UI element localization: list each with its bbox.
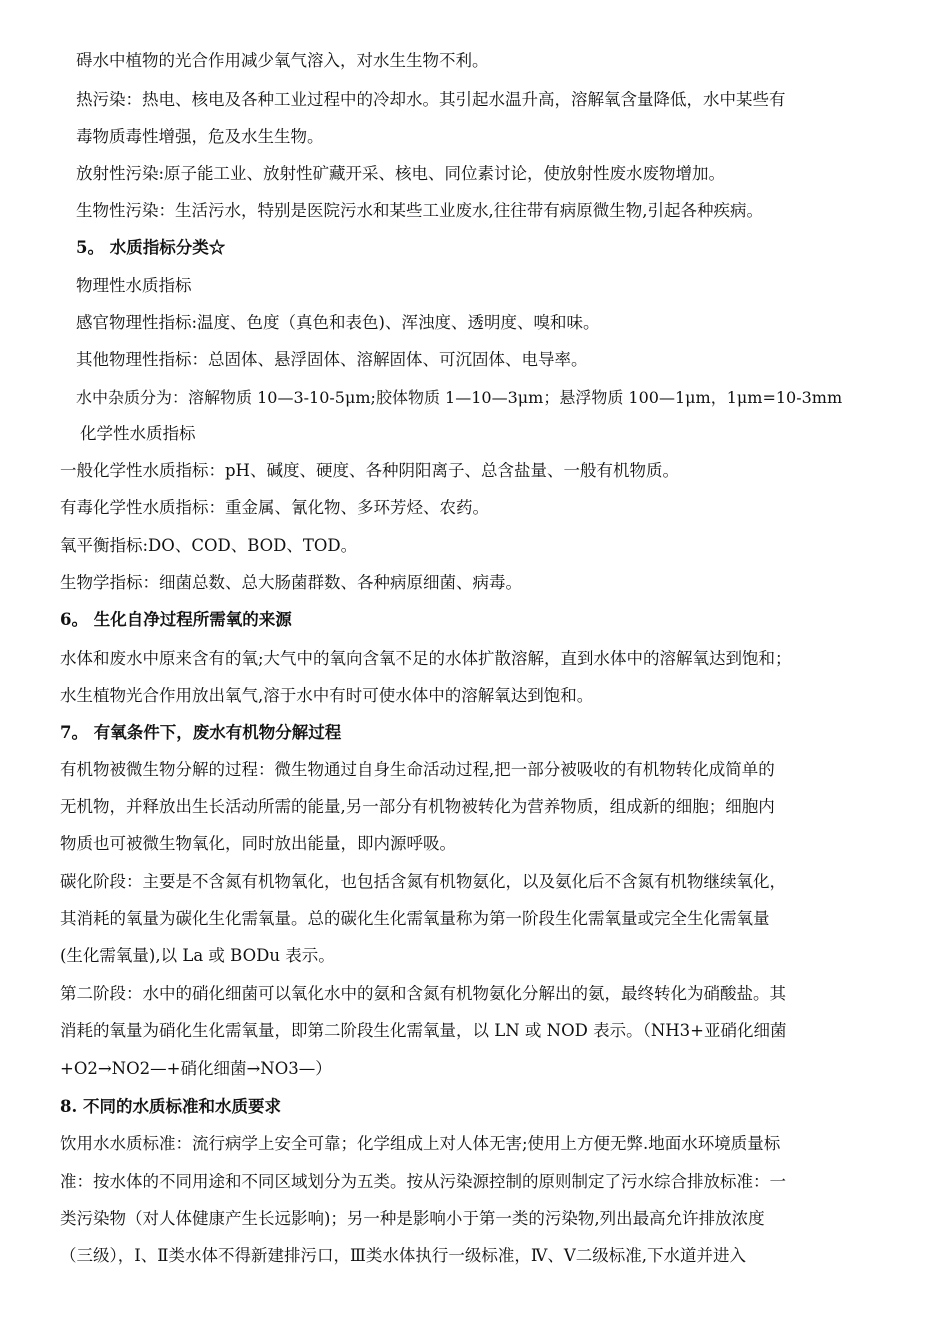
text-line: 碳化阶段：主要是不含氮有机物氧化，也包括含氮有机物氨化，以及氨化后不含氮有机物继续氧化， — [60, 872, 786, 891]
text-line: 第二阶段：水中的硝化细菌可以氧化水中的氨和含氮有机物氨化分解出的氨，最终转化为硝酸盐。其 — [60, 984, 786, 1003]
text-line: 放射性污染:原子能工业、放射性矿藏开采、核电、同位素讨论，使放射性废水废物增加。 — [76, 164, 726, 183]
text-line: 水体和废水中原来含有的氧;大气中的氧向含氧不足的水体扩散溶解，直到水体中的溶解氧达到饱和； — [60, 649, 792, 668]
section-heading: 5。 水质指标分类☆ — [76, 238, 226, 257]
text-line: 物质也可被微生物氧化，同时放出能量，即内源呼吸。 — [60, 834, 456, 853]
text-line: （三级），Ⅰ、Ⅱ类水体不得新建排污口，Ⅲ类水体执行一级标准，Ⅳ、Ⅴ二级标准,下水道并进入 — [60, 1246, 747, 1265]
text-line: 无机物，并释放出生长活动所需的能量,另一部分有机物被转化为营养物质，组成新的细胞；细胞内 — [60, 797, 775, 816]
text-line: 碍水中植物的光合作用减少氧气溶入，对水生生物不利。 — [76, 51, 489, 70]
text-line: +O2→NO2—+硝化细菌→NO3—） — [60, 1059, 332, 1078]
text-line: 水生植物光合作用放出氧气,溶于水中有时可使水体中的溶解氧达到饱和。 — [60, 686, 594, 705]
text-line: 准：按水体的不同用途和不同区域划分为五类。按从污染源控制的原则制定了污水综合排放标准：一 — [60, 1172, 786, 1191]
text-line: 氧平衡指标:DO、COD、BOD、TOD。 — [60, 536, 358, 555]
text-line: 一般化学性水质指标：pH、碱度、硬度、各种阴阳离子、总含盐量、一般有机物质。 — [60, 461, 679, 480]
text-line: 有毒化学性水质指标：重金属、氰化物、多环芳烃、农药。 — [60, 498, 489, 517]
text-line: 类污染物（对人体健康产生长远影响)；另一种是影响小于第一类的污染物,列出最高允许排放浓度 — [60, 1209, 765, 1228]
text-line: 毒物质毒性增强，危及水生生物。 — [76, 127, 324, 146]
text-line: 热污染：热电、核电及各种工业过程中的冷却水。其引起水温升高，溶解氧含量降低，水中某些有 — [76, 90, 786, 109]
text-line: 生物性污染：生活污水，特别是医院污水和某些工业废水,往往带有病原微生物,引起各种疾病。 — [76, 201, 763, 220]
text-line: 水中杂质分为：溶解物质 10—3-10-5μm;胶体物质 1—10—3μm；悬浮物质 100—1μm，1μm=10-3mm — [76, 388, 843, 407]
text-line: 有机物被微生物分解的过程：微生物通过自身生命活动过程,把一部分被吸收的有机物转化成简单的 — [60, 760, 775, 779]
text-line: 消耗的氧量为硝化生化需氧量，即第二阶段生化需氧量，以 LN 或 NOD 表示。（NH3+亚硝化细菌 — [60, 1021, 787, 1040]
text-line: 饮用水水质标准：流行病学上安全可靠；化学组成上对人体无害;使用上方便无弊.地面水环境质量标 — [60, 1134, 781, 1153]
text-line: 物理性水质指标 — [76, 276, 192, 295]
text-line: 其消耗的氧量为碳化生化需氧量。总的碳化生化需氧量称为第一阶段生化需氧量或完全生化需氧量 — [60, 909, 770, 928]
text-line: 感官物理性指标:温度、色度（真色和表色)、浑浊度、透明度、嗅和味。 — [76, 313, 600, 332]
text-line: 其他物理性指标：总固体、悬浮固体、溶解固体、可沉固体、电导率。 — [76, 350, 588, 369]
section-heading: 8. 不同的水质标准和水质要求 — [60, 1097, 281, 1116]
text-line: 生物学指标：细菌总数、总大肠菌群数、各种病原细菌、病毒。 — [60, 573, 522, 592]
text-line: 化学性水质指标 — [80, 424, 196, 443]
text-line: (生化需氧量),以 La 或 BODu 表示。 — [60, 946, 335, 965]
section-heading: 7。 有氧条件下，废水有机物分解过程 — [60, 723, 342, 742]
section-heading: 6。 生化自净过程所需氧的来源 — [60, 610, 292, 629]
